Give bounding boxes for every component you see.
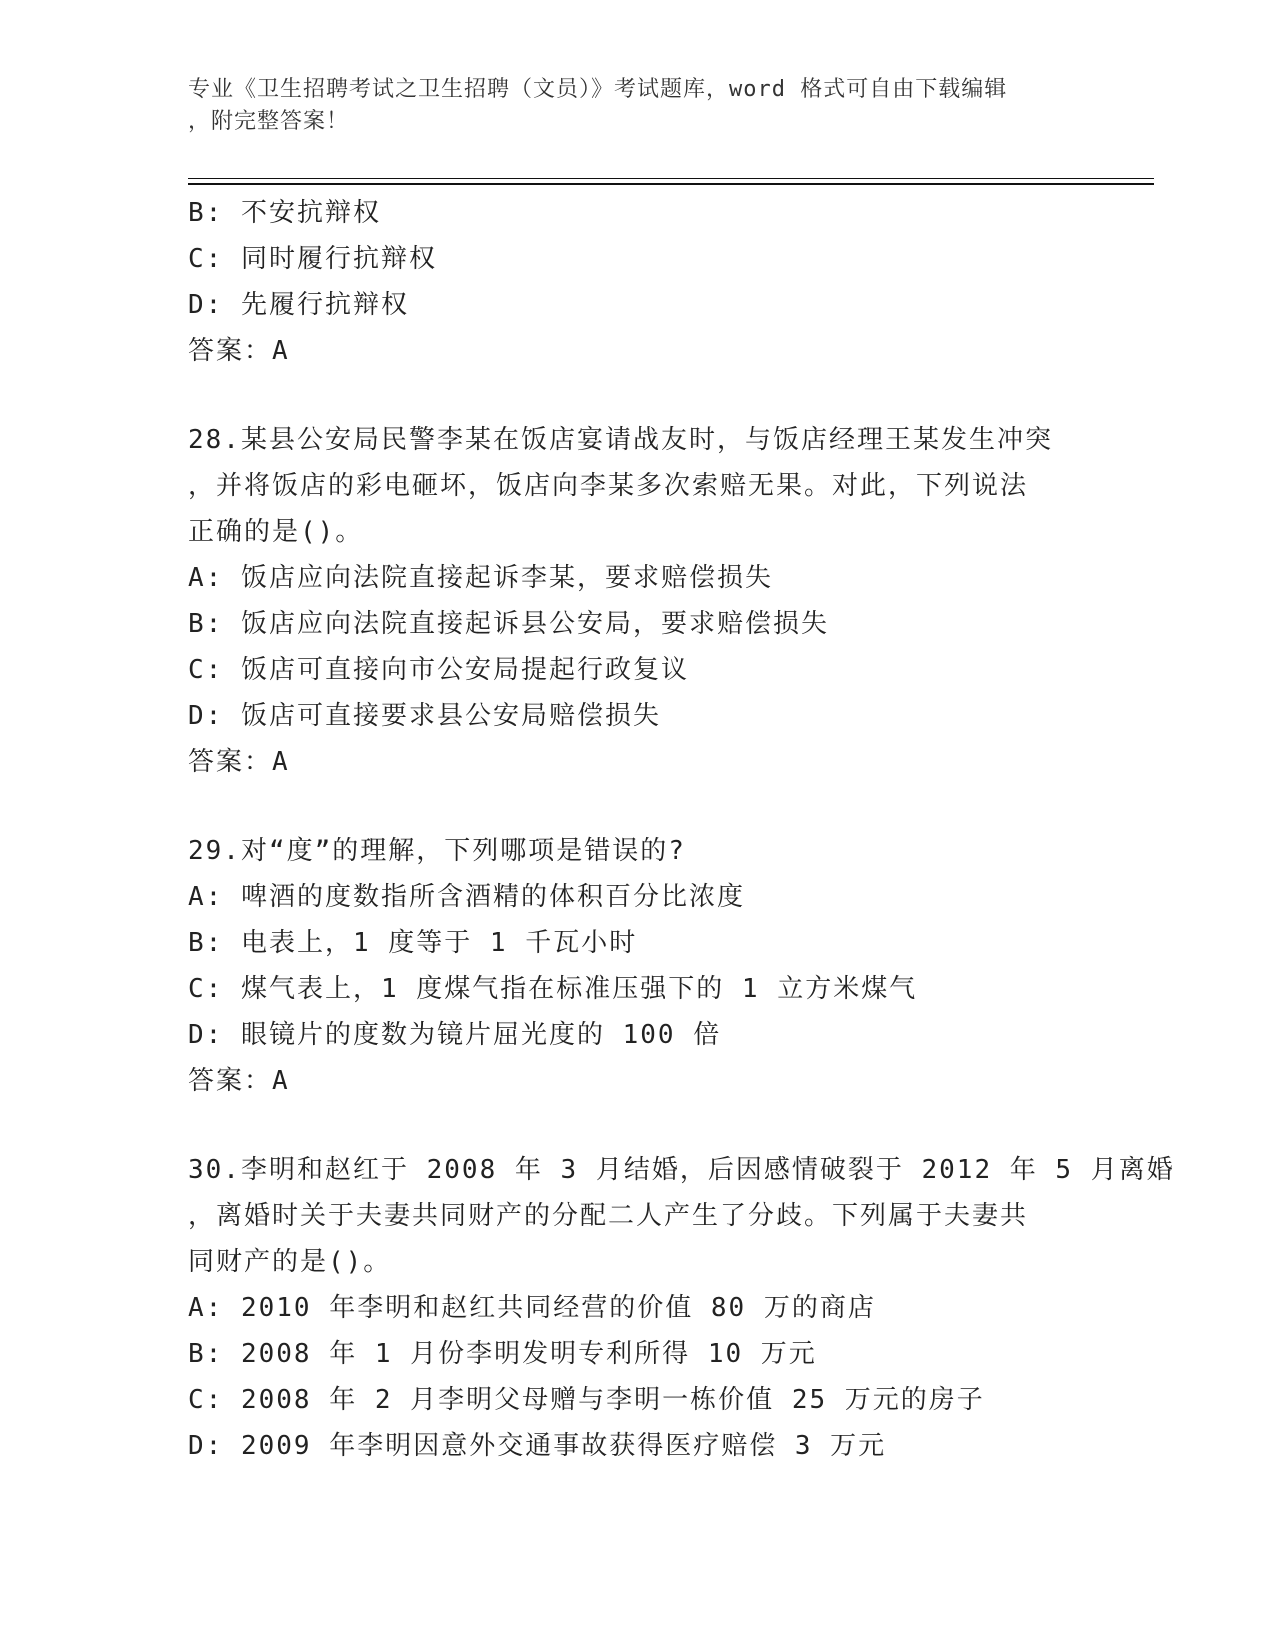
option-a: A: 啤酒的度数指所含酒精的体积百分比浓度: [188, 882, 745, 912]
option-d: D: 眼镜片的度数为镜片屈光度的 100 倍: [188, 1020, 722, 1050]
header-divider-thick: [188, 183, 1154, 185]
answer-value: A: [272, 336, 290, 366]
answer-line: [188, 1058, 1128, 1104]
question-stem-line: 正确的是()。: [188, 517, 364, 547]
question-stem-line: ，并将饭店的彩电砸坏，饭店向李某多次索赔无果。对此，下列说法: [188, 471, 1029, 501]
question-stem-line: ，离婚时关于夫妻共同财产的分配二人产生了分歧。下列属于夫妻共: [188, 1201, 1029, 1231]
option-c: C: 2008 年 2 月李明父母赠与李明一栋价值 25 万元的房子: [188, 1385, 985, 1415]
option-d: D: 先履行抗辩权: [188, 290, 409, 320]
answer-value: A: [272, 1066, 290, 1096]
option-a: A: 2010 年李明和赵红共同经营的价值 80 万的商店: [188, 1293, 876, 1323]
option-c: C: 煤气表上，1 度煤气指在标准压强下的 1 立方米煤气: [188, 974, 918, 1004]
answer-label: 答案：: [188, 1066, 273, 1096]
answer-line: [188, 739, 1128, 785]
option-a: A: 饭店应向法院直接起诉李某，要求赔偿损失: [188, 563, 773, 593]
question-30-block: [188, 1147, 1175, 1469]
question-content: [188, 190, 1175, 1469]
answer-label: 答案：: [188, 747, 273, 777]
spacer: [188, 785, 1128, 828]
option-c: C: 同时履行抗辩权: [188, 244, 437, 274]
option-b: B: 饭店应向法院直接起诉县公安局，要求赔偿损失: [188, 609, 829, 639]
question-27-block: [188, 190, 1128, 374]
option-b: B: 2008 年 1 月份李明发明专利所得 10 万元: [188, 1339, 817, 1369]
option-b: B: 电表上，1 度等于 1 千瓦小时: [188, 928, 638, 958]
spacer: [188, 374, 1128, 417]
header-title-line-1: 专业《卫生招聘考试之卫生招聘（文员）》考试题库，word 格式可自由下载编辑: [188, 77, 1008, 102]
question-stem-line: 同财产的是()。: [188, 1247, 392, 1277]
question-stem-line: 30.李明和赵红于 2008 年 3 月结婚，后因感情破裂于 2012 年 5 月离婚: [188, 1155, 1175, 1185]
option-b: B: 不安抗辩权: [188, 198, 381, 228]
answer-line: [188, 328, 1128, 374]
question-stem-line: 29.对“度”的理解，下列哪项是错误的?: [188, 836, 686, 866]
question-29-block: [188, 828, 1128, 1104]
header-divider-thin: [188, 178, 1154, 179]
option-c: C: 饭店可直接向市公安局提起行政复议: [188, 655, 689, 685]
answer-value: A: [272, 747, 290, 777]
question-stem-line: 28.某县公安局民警李某在饭店宴请战友时，与饭店经理王某发生冲突: [188, 425, 1053, 455]
answer-label: 答案：: [188, 336, 273, 366]
page-header: [188, 74, 1068, 138]
option-d: D: 2009 年李明因意外交通事故获得医疗赔偿 3 万元: [188, 1431, 887, 1461]
option-d: D: 饭店可直接要求县公安局赔偿损失: [188, 701, 661, 731]
header-title-line-2: ，附完整答案！: [188, 109, 350, 134]
question-28-block: [188, 417, 1128, 785]
spacer: [188, 1104, 1128, 1147]
